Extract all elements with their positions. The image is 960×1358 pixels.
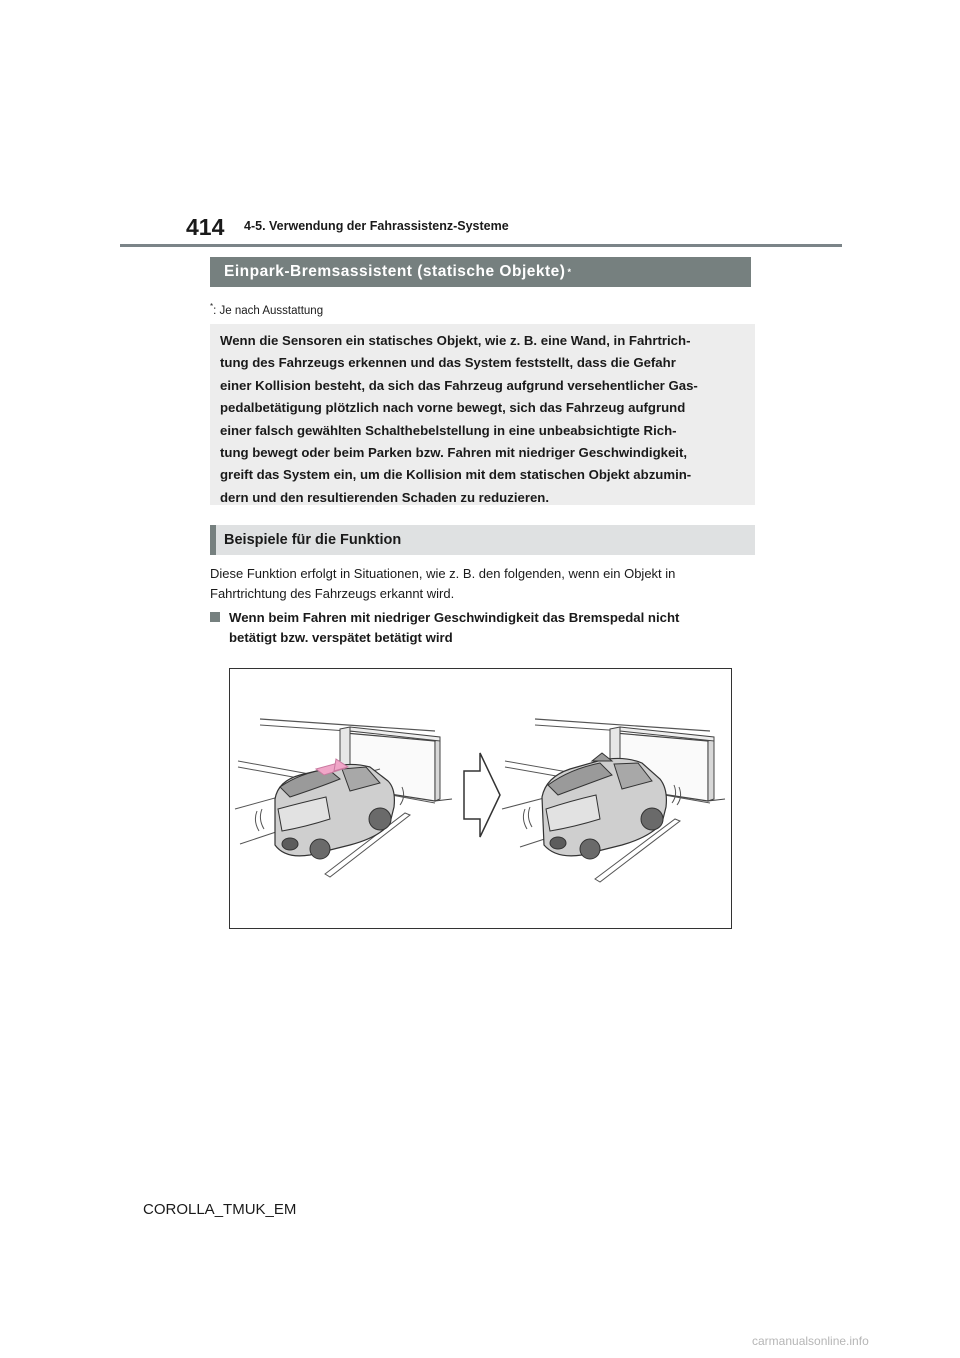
intro-line: tung des Fahrzeugs erkennen und das System feststellt, dass die Gefahr <box>220 355 676 371</box>
intro-line: pedalbetätigung plötzlich nach vorne bewegt, sich das Fahrzeug aufgrund <box>220 400 686 416</box>
intro-line: greift das System ein, um die Kollision mit dem statischen Objekt abzumin- <box>220 467 692 483</box>
header-divider <box>120 244 842 247</box>
right-arrow-icon <box>464 753 500 837</box>
bullet-line: betätigt bzw. verspätet betätigt wird <box>229 630 453 645</box>
bullet-line: Wenn beim Fahren mit niedriger Geschwindigkeit das Bremspedal nicht <box>229 610 680 625</box>
bullet-text <box>229 608 679 648</box>
intro-line: Wenn die Sensoren ein statisches Objekt, wie z. B. eine Wand, in Fahrtrich- <box>220 333 691 348</box>
section-title-footnote-mark: * <box>567 267 572 277</box>
footnote-text: : Je nach Ausstattung <box>213 304 324 317</box>
bullet-square-icon <box>210 612 220 622</box>
page-number: 414 <box>186 214 225 240</box>
intro-line: dern und den resultierenden Schaden zu reduzieren. <box>220 489 550 505</box>
car-accelerating-toward-wall-icon <box>235 719 452 877</box>
section-title: Einpark-Bremsassistent (statische Objekte) <box>224 263 566 280</box>
car-stopped-before-wall-icon <box>502 719 725 882</box>
illustration <box>230 669 731 928</box>
illustration-frame <box>229 668 732 929</box>
body-paragraph <box>210 564 755 604</box>
intro-box <box>210 324 755 505</box>
intro-line: einer falsch gewählten Schalthebelstellung in eine unbeabsichtigte Rich- <box>220 422 677 438</box>
subheading: Beispiele für die Funktion <box>210 525 755 555</box>
bullet-item <box>210 608 755 648</box>
intro-line: einer Kollision besteht, da sich das Fahrzeug aufgrund versehentlicher Gas- <box>220 377 698 393</box>
section-title-bar <box>210 257 751 287</box>
watermark: carmanualsonline.info <box>752 1334 869 1348</box>
section-breadcrumb: 4-5. Verwendung der Fahrassistenz-Systeme <box>244 219 509 233</box>
document-code: COROLLA_TMUK_EM <box>143 1201 297 1218</box>
intro-line: tung bewegt oder beim Parken bzw. Fahren mit niedriger Geschwindigkeit, <box>220 445 688 461</box>
footnote-mark: * <box>210 302 214 311</box>
footnote <box>210 302 323 317</box>
body-line: Diese Funktion erfolgt in Situationen, wie z. B. den folgenden, wenn ein Objekt in <box>210 566 676 581</box>
body-line: Fahrtrichtung des Fahrzeugs erkannt wird. <box>210 586 455 601</box>
